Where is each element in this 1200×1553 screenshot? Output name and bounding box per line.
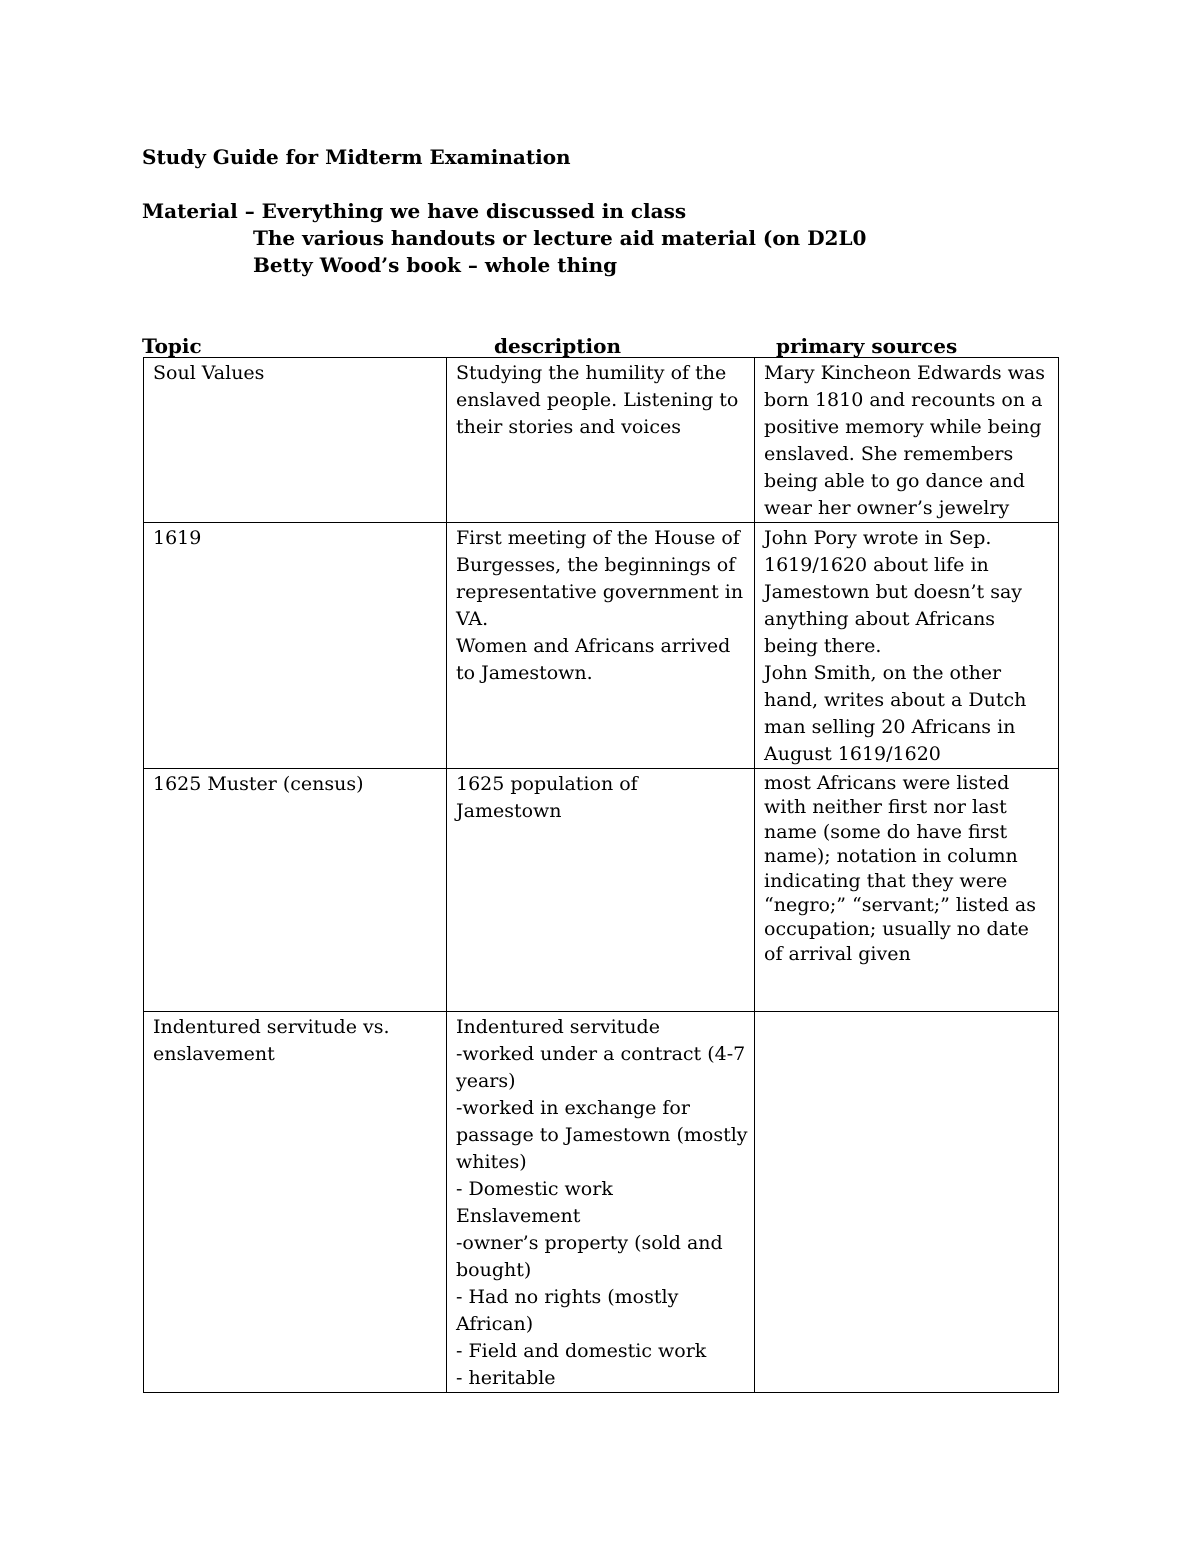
description-text: 1625 population of Jamestown [456,773,638,822]
topic-cell [144,1012,447,1393]
sources-cell [755,358,1059,523]
description-cell [447,358,755,523]
description-cell [447,523,755,769]
sources-text: John Smith, on the other hand, writes about a Dutch man selling 20 Africans in August 1619/1620 [764,662,1027,765]
description-text: -worked in exchange for passage to Jamestown (mostly whites) [456,1097,748,1173]
description-text: Women and Africans arrived to Jamestown. [456,635,731,684]
page-title: Study Guide for Midterm Examination [142,145,571,169]
sources-text: John Pory wrote in Sep. 1619/1620 about life in Jamestown but doesn’t say anything about Africans being there. [764,527,1023,657]
topic-text: Indentured servitude vs. enslavement [153,1016,390,1065]
description-text: Enslavement [456,1205,581,1227]
study-guide-table [143,357,1059,1393]
description-text: Indentured servitude [456,1016,660,1038]
header-topic: Topic [142,334,202,358]
header-description: description [494,334,621,358]
description-text: - Domestic work [456,1178,613,1200]
sources-text: most Africans were listed with neither first nor last name (some do have first name); notation in column indicating that they were “negro;” “servant;” listed as occupation; usually no date of arrival given [764,772,1036,965]
table-row [144,769,1059,1012]
description-cell [447,769,755,1012]
table-headers [0,333,1200,359]
description-text: - Field and domestic work [456,1340,707,1362]
description-text: -worked under a contract (4-7 years) [456,1043,746,1092]
sources-cell [755,1012,1059,1393]
description-cell [447,1012,755,1393]
material-line: Betty Wood’s book – whole thing [253,253,618,277]
topic-text: 1619 [153,527,202,549]
header-primary-sources: primary sources [776,334,958,358]
sources-text: Mary Kincheon Edwards was born 1810 and recounts on a positive memory while being enslaved. She remembers being able to go dance and wear her owner’s jewelry [764,362,1045,519]
table-row [144,358,1059,523]
material-line: Material – Everything we have discussed in class [142,199,687,223]
description-text: -owner’s property (sold and bought) [456,1232,723,1281]
topic-cell [144,769,447,1012]
table-row [144,1012,1059,1393]
description-text: - heritable [456,1367,556,1389]
topic-text: Soul Values [153,362,265,384]
material-section [142,198,866,279]
topic-cell [144,523,447,769]
sources-cell [755,523,1059,769]
description-text: First meeting of the House of Burgesses, the beginnings of representative government in VA. [456,527,744,630]
description-text: Studying the humility of the enslaved people. Listening to their stories and voices [456,362,739,438]
description-text: - Had no rights (mostly African) [456,1286,679,1335]
material-line: The various handouts or lecture aid material (on D2L0 [253,226,867,250]
topic-text: 1625 Muster (census) [153,773,364,795]
sources-cell [755,769,1059,1012]
topic-cell [144,358,447,523]
table-row [144,523,1059,769]
